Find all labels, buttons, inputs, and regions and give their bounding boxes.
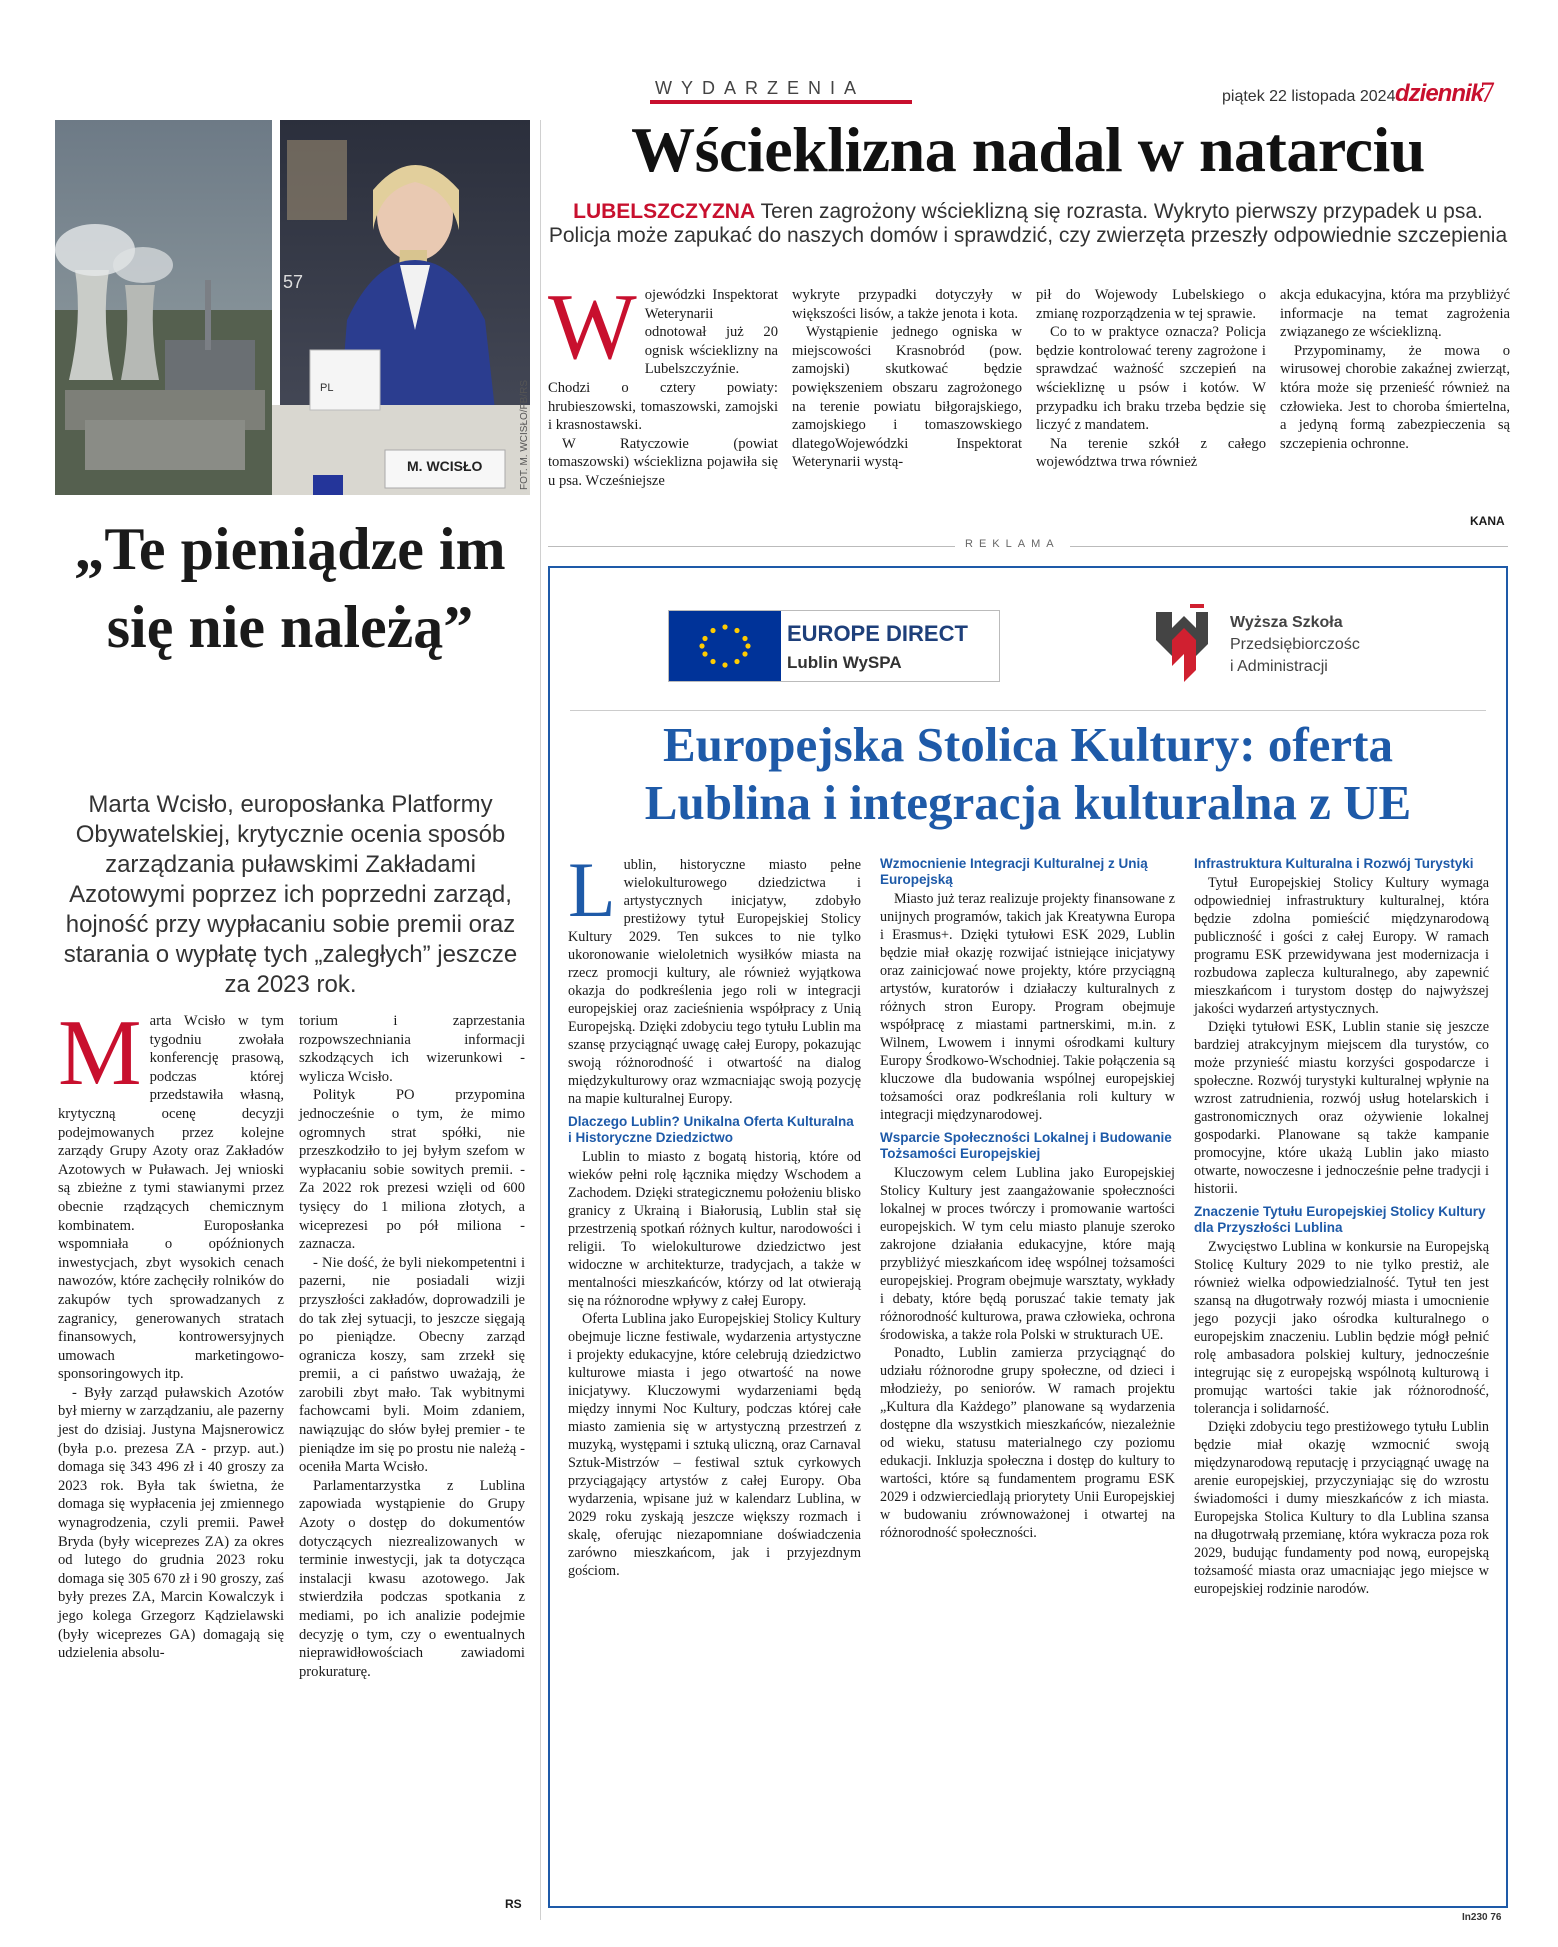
column-divider bbox=[540, 120, 541, 1920]
dropcap: L bbox=[568, 846, 616, 933]
issue-date: piątek 22 listopada 2024 bbox=[1222, 88, 1396, 105]
nameplate: M. WCISŁO bbox=[407, 458, 483, 474]
paragraph: - Nie dość, że byli niekompetentni i pazerni, nie posiadali wizji przyszłości zakładów, doprowadzili je do tak złej sytuacji, to jeszcze sięgają po pieniądze. Obecny zarząd ogranicza koszy, sam zrzekł się premii, a ci państwo uważają, że zarobili zbyt mało. Tak wybitnymi fachowcami byli. Moim zdaniem, nawiązując do słów byłej premier - te pieniądze im się po prostu nie należą - oceniła Marta Wcisło. bbox=[299, 1254, 525, 1476]
left-signature: RS bbox=[505, 1897, 522, 1911]
eu-flag-icon bbox=[669, 611, 781, 681]
paragraph: Oferta Lublina jako Europejskiej Stolicy Kultury obejmuje liczne festiwale, wydarzenia artystyczne i projekty edukacyjne, które celebrują dziedzictwo kulturowe miasta i jego otwartość na nowe inicjatywy. Kluczowymi wydarzeniami będą między innymi Noc Kultury, podczas której całe miasto zamienia się w artystyczną przestrzeń z muzyką, występami i sztuką uliczną, oraz Carnaval Sztuk-Mistrzów – festiwal sztuk cyrkowych przyciągający artystów z całej Europy. Oba wydarzenia, wpisane już w kalendarz Lublina, w 2029 roku zyskają jeszcze większy rozmach i skalę, oferując niezapomniane doświadczenia zarówno mieszkańcom, jak i przyjezdnym gościom. bbox=[568, 1311, 861, 1579]
subheading: Dlaczego Lublin? Unikalna Oferta Kulturalna i Historyczne Dziedzictwo bbox=[568, 1114, 854, 1145]
top-col-1 bbox=[548, 275, 778, 491]
paragraph: Przypominamy, że mowa o wirusowej chorobie zakaźnej zwierząt, która może się przenieść również na człowieka. Jest to choroba śmiertelna, a jedyną formą zabezpieczenia są szczepienia ochronne. bbox=[1280, 342, 1510, 452]
page-number: 7 bbox=[1480, 76, 1495, 109]
paragraph: - Były zarząd puławskich Azotów był mierny w zarządzaniu, ale pazerny jest do dzisiaj. Justyna Majsnerowicz (była p.o. prezesa ZA - przyp. aut.) domaga się 343 496 zł i 40 groszy za 2023 rok. Była tak świetna, że domaga się wypłacenia jej zmiennego wynagrodzenia, czyli premii. Paweł Bryda (były wiceprezes ZA) za okres od lutego do grudnia 2023 roku domaga się 305 670 zł i 90 groszy, zaś były prezes ZA, Marcin Kowalczyk i jego kolega Grzegorz Kądzielawski (były wiceprezes GA) domagają się udzielenia absolu- bbox=[58, 1384, 284, 1662]
paragraph: wykryte przypadki dotyczyły w większości lisów, a także jenota i kota. bbox=[792, 287, 1022, 322]
paragraph: ublin, historyczne miasto pełne wielokulturowego dziedzictwa i artystycznych inicjatyw, zdobyło prestiżowy tytuł Europejskiej Stolicy Kultury 2029. Ten sukces to nie tylko ukoronowanie wieloletnich wysiłków miasta na rzecz promocji kultury, ale również wyjątkowa okazja do podkreślenia jego roli w integracji europejskiej oraz zacieśnienia współpracy z Unią Europejską. Dzięki zdobyciu tego tytułu Lublin ma szansę przyciągnąć uwagę całej Europy, pokazując swoją różnorodność i otwartość na dialog międzykulturowy oraz wzmacniając swoją pozycję na mapie kulturalnej Europy. bbox=[568, 857, 861, 1107]
masthead bbox=[0, 0, 1558, 110]
desk-country-label: PL bbox=[320, 382, 334, 394]
ad-code: In230 76 bbox=[1462, 1912, 1502, 1923]
paragraph: Kluczowym celem Lublina jako Europejskiej Stolicy Kultury jest zaangażowanie społeczności lokalnej w proces twórczy i promowanie wartości europejskich. W tym celu miasto planuje szeroko zakrojone działania edukacyjne, które mają przybliżyć mieszkańcom ideę wspólnej tożsamości europejskiej. Program obejmuje warsztaty, wykłady i debaty, które będą poruszać takie tematy jak różnorodność kulturowa, prawa człowieka, ochrona środowiska, a także rola Polski w strukturach UE. bbox=[880, 1165, 1175, 1343]
ad-divider bbox=[570, 710, 1486, 711]
paragraph: Dzięki tytułowi ESK, Lublin stanie się jeszcze bardziej atrakcyjnym miejscem dla turystów, co może przynieść miastu korzyści gospodarcze i społeczne. Rozwój turystyki kulturalnej wpłynie na wzrost zatrudnienia, rozwój usług hotelarskich i gastronomicznych oraz ożywienie lokalnej gospodarki. Planowane są także kampanie promocyjne, które ukażą Lublin jako miasto otwarte, nowoczesne i jednocześnie pełne tradycji i historii. bbox=[1194, 1019, 1489, 1197]
brand-logo: dziennik bbox=[1395, 80, 1484, 107]
subheading: Wsparcie Społeczności Lokalnej i Budowanie Tożsamości Europejskiej bbox=[880, 1130, 1172, 1161]
dropcap: M bbox=[58, 1001, 142, 1105]
paragraph: Co to w praktyce oznacza? Policja będzie kontrolować tereny zagrożone i sprawdzać ważność szczepień na wściekliznę u psów i kotów. W przypadku ich braku trzeba będzie się liczyć z mandatem. bbox=[1036, 324, 1266, 434]
top-headline: Wścieklizna nadal w natarciu bbox=[631, 114, 1425, 185]
subheading: Wzmocnienie Integracji Kulturalnej z Unią Europejską bbox=[880, 856, 1148, 887]
dropcap: W bbox=[548, 275, 637, 379]
photo-credit: FOT. M. WCISŁO/FB/RS bbox=[519, 379, 530, 490]
section-underline bbox=[650, 100, 912, 104]
ad-label: REKLAMA bbox=[955, 538, 1070, 550]
top-col-4 bbox=[1280, 286, 1510, 453]
desk-number: 57 bbox=[283, 272, 304, 292]
subheading: Znaczenie Tytułu Europejskiej Stolicy Kultury dla Przyszłości Lublina bbox=[1194, 1204, 1486, 1235]
left-col-2 bbox=[299, 1012, 525, 1681]
kicker: LUBELSZCZYZNA bbox=[573, 200, 756, 223]
paragraph: pił do Wojewody Lubelskiego o zmianę rozporządzenia w tej sprawie. bbox=[1036, 287, 1266, 322]
wyspa-logo bbox=[1150, 598, 1410, 690]
paragraph: akcja edukacyjna, która ma przybliżyć informacje na temat zagrożenia związanego ze wścieklizną. bbox=[1280, 287, 1510, 341]
paragraph: torium i zaprzestania rozpowszechniania informacji szkodzących ich wizerunkowi - wylicza Wcisło. bbox=[299, 1013, 525, 1085]
paragraph: Polityk PO przypomina jednocześnie o tym, że mimo ogromnych strat spółki, nie przeszkodziło to jej byłym szefom w wypłacaniu sobie sowitych premii. - Za 2022 rok prezesi wzięli od 600 tysięcy do 1 miliona złotych, a wiceprezesi po pół miliona - zaznacza. bbox=[299, 1087, 525, 1253]
paragraph: Parlamentarzystka z Lublina zapowiada wystąpienie do Grupy Azoty o dostęp do dokumentów dotyczących niezrealizowanych w terminie inwestycji, jak ta dotycząca instalacji kwasu azotowego. Jak stwierdziła podczas spotkania z mediami, po ich analizie podejmie decyzję o tym, czy o ewentualnych nieprawidłowościach zawiadomi prokuraturę. bbox=[299, 1477, 525, 1680]
ad-col-3 bbox=[1194, 856, 1489, 1598]
wyspa-emblem-icon bbox=[1150, 598, 1212, 686]
left-headline: „Te pieniądze im się nie należą” bbox=[74, 516, 506, 660]
paragraph: Zwycięstwo Lublina w konkursie na Europejską Stolicę Kultury 2029 to nie tylko prestiż, ale również wielka odpowiedzialność. Tytuł ten jest szansą na długotrwały rozwój miasta i umocnienie jego pozycji jako ośrodka kulturalnego o europejskim znaczeniu. Lublin będzie mógł pełnić rolę ambasadora polskiej kultury, jednocześnie integrując się z europejską wspólnotą kulturową i promując wartości takie jak różnorodność, tolerancja i solidarność. bbox=[1194, 1239, 1489, 1417]
top-lead: Teren zagrożony wścieklizną się rozrasta. Wykryto pierwszy przypadek u psa. Policja może zapukać do naszych domów i sprawdzić, czy zwierzęta przeszły odpowiednie szczepienia bbox=[548, 200, 1508, 247]
wyspa-name-3: i Administracji bbox=[1230, 658, 1328, 675]
section-label: WYDARZENIA bbox=[655, 78, 866, 98]
top-lead-block bbox=[548, 200, 1508, 248]
wyspa-name-2: Przedsiębiorczośc bbox=[1230, 636, 1360, 653]
photo-illustration bbox=[55, 120, 530, 495]
paragraph: Ponadto, Lublin zamierza przyciągnąć do udziału różnorodne grupy społeczne, od dzieci i młodzieży, po seniorów. W ramach projektu „Kultura dla Każdego” planowane są wydarzenia dostępne dla wszystkich mieszkańców, niezależnie od wieku, statusu materialnego czy poziomu edukacji. Inkluzja społeczna i dostęp do kultury to wartości, które są fundamentem programu ESK 2029 i odzwierciedlają priorytety Unii Europejskiej w budowaniu zrównoważonej i otwartej na różnorodność społeczności. bbox=[880, 1345, 1175, 1541]
paragraph: Tytuł Europejskiej Stolicy Kultury wymaga odpowiedniej infrastruktury kulturalnej, która będzie zdolna pomieścić międzynarodową publiczność i gości z całej Europy. W ramach programu ESK przewidywana jest modernizacja i rozbudowa zaplecza kulturalnego, aby zapewnić mieszkańcom i turystom dostęp do najwyższej jakości wydarzeń artystycznych. bbox=[1194, 875, 1489, 1017]
top-col-3 bbox=[1036, 286, 1266, 472]
top-col-2 bbox=[792, 286, 1022, 472]
paragraph: Dzięki zdobyciu tego prestiżowego tytułu Lublin będzie miał okazję wzmocnić swoją międzynarodową reputację i przyciągnąć uwagę na arenie europejskiej, przyczyniając się do wzrostu świadomości i dumy mieszkańców z ich miasta. Europejska Stolica Kultury to dla Lublina szansa na długotrwałą przemianę, która wykracza poza rok 2029, budując fundamenty pod nową, europejską tożsamość miasta oraz umacniając jego miejsce w europejskiej rodzinie narodów. bbox=[1194, 1419, 1489, 1597]
paragraph: ojewódzki Inspektorat Weterynarii odnotował już 20 ognisk wścieklizny na Lubelszczyźnie. Chodzi o cztery powiaty: hrubieszowski, tomaszowski, zamojski i krasnostawski. bbox=[548, 287, 778, 434]
paragraph: W Ratyczowie (powiat tomaszowski) wścieklizna pojawiła się u psa. Wcześniejsze bbox=[548, 435, 778, 489]
europe-direct-logo bbox=[668, 610, 1000, 682]
ad-col-1 bbox=[568, 846, 861, 1580]
paragraph: Wystąpienie jednego ogniska w miejscowości Krasnobród (pow. zamojski) skutkować będzie powiększeniem obszaru zagrożonego na terenie powiatu biłgorajskiego, zamojskiego i tomaszowskiego dlategoWojewódzki Inspektorat Weterynarii wystą- bbox=[792, 324, 1022, 471]
europe-direct-title: EUROPE DIRECT bbox=[787, 621, 968, 646]
article-photo bbox=[55, 120, 530, 495]
europe-direct-subtitle: Lublin WySPA bbox=[787, 653, 902, 672]
paragraph: arta Wcisło w tym tygodniu zwołała konferencję prasową, podczas której przedstawiła własną, krytyczną ocenę decyzji podejmowanych przez kolejne zarządy Grupy Azoty oraz Zakładów Azotowych w Puławach. Jej wnioski są zbieżne z tymi stawianymi przez obecnie rządzących chemicznym kombinatem. Europosłanka wspomniała o opóźnionych inwestycjach, zbyt wysokich cenach nawozów, które zachęciły rolników do zakupów tych sprowadzanych z zagranicy, generowanych stratach finansowych, kontrowersyjnych umowach marketingowo-sponsoringowych itp. bbox=[58, 1013, 284, 1383]
left-col-1 bbox=[58, 1001, 284, 1663]
ad-col-2 bbox=[880, 856, 1175, 1542]
left-lead: Marta Wcisło, europosłanka Platformy Obywatelskiej, krytycznie ocenia sposób zarządzania puławskimi Zakładami Azotowymi poprzez ich poprzedni zarząd, hojność przy wypłacaniu sobie premii oraz starania o wypłatę tych „zaległych” jeszcze za 2023 rok. bbox=[63, 791, 518, 998]
top-signature: KANA bbox=[1470, 514, 1505, 528]
ad-headline: Europejska Stolica Kultury: oferta Lublina i integracja kulturalna z UE bbox=[644, 717, 1412, 830]
wyspa-name-1: Wyższa Szkoła bbox=[1230, 614, 1343, 631]
paragraph: Miasto już teraz realizuje projekty finansowane z unijnych programów, takich jak Kreatywna Europa i Erasmus+. Dzięki tytułowi ESK 2029, Lublin będzie miał okazję rozwijać istniejące inicjatywy oraz zainicjować nowe projekty, które przyciągną artystów, kuratorów i działaczy kulturalnych z różnych stron Europy. Program obejmuje współpracę z miastami partnerskimi, m.in. z Wilnem, Lwowem i innymi ośrodkami kultury Europy Środkowo-Wschodniej. Takie połączenia są kluczowe dla budowania wspólnej europejskiej tożsamości oraz podkreślania roli kultury w integracji międzynarodowej. bbox=[880, 891, 1175, 1123]
subheading: Infrastruktura Kulturalna i Rozwój Turystyki bbox=[1194, 856, 1474, 871]
paragraph: Lublin to miasto z bogatą historią, które od wieków pełni rolę łącznika między Wschodem a Zachodem. Dzięki strategicznemu położeniu blisko granicy z Ukrainą i Białorusią, Lublin stał się przestrzenią spotkań różnych kultur, narodowości i religii. To wielokulturowe dziedzictwo jest widoczne w architekturze, tradycjach, a także w mentalności mieszkańców, którzy od lat otwierają się na różnorodne wpływy z całej Europy. bbox=[568, 1149, 861, 1309]
paragraph: Na terenie szkół z całego województwa trwa również bbox=[1036, 435, 1266, 471]
